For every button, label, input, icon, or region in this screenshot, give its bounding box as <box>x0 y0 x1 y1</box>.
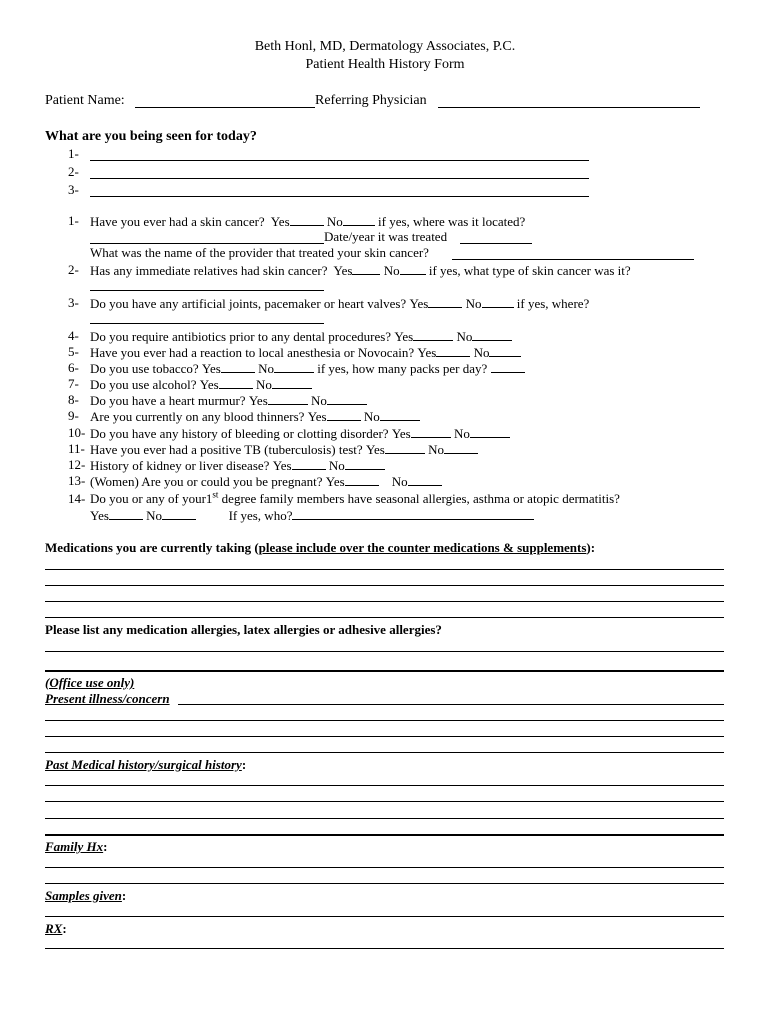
q13-no-label: No <box>391 474 408 489</box>
q9-no-label: No <box>363 409 380 424</box>
referring-physician-field[interactable] <box>438 107 700 108</box>
q13-yes-label: Yes <box>325 474 345 489</box>
q1-yes-label: Yes <box>270 214 290 229</box>
q1-provider-label: What was the name of the provider that treated your skin cancer? <box>90 245 429 260</box>
q5-no-label: No <box>473 345 490 360</box>
q10-yes-field[interactable] <box>411 425 451 438</box>
q6-packs-field[interactable] <box>491 360 525 373</box>
q3-followup: if yes, where? <box>516 296 590 311</box>
seen-today-num-1: 1- <box>68 146 79 161</box>
q2-followup: if yes, what type of skin cancer was it? <box>428 263 631 278</box>
q8-num: 8- <box>68 392 79 407</box>
q1-date-field[interactable] <box>460 243 532 244</box>
q2-yes-field[interactable] <box>352 262 380 275</box>
q4-yes-label: Yes <box>394 329 414 344</box>
q3-yes-label: Yes <box>409 296 429 311</box>
q1-provider-field[interactable] <box>452 259 694 260</box>
q1-location-field[interactable] <box>90 243 324 244</box>
q3-no-field[interactable] <box>482 295 514 308</box>
q6-followup: if yes, how many packs per day? <box>317 361 488 376</box>
q11-yes-field[interactable] <box>385 441 425 454</box>
q3-yes-field[interactable] <box>428 295 462 308</box>
q1-num: 1- <box>68 213 79 228</box>
q4-row <box>90 328 512 344</box>
q7-text: Do you use alcohol? <box>90 377 197 392</box>
q12-num: 12- <box>68 457 86 472</box>
past-history-line-4[interactable] <box>45 834 724 836</box>
q14-yes-label: Yes <box>90 508 109 523</box>
samples-label: Samples given <box>45 888 122 903</box>
medications-close: ): <box>586 540 596 555</box>
q8-yes-label: Yes <box>248 393 268 408</box>
family-hx-label: Family Hx <box>45 839 104 854</box>
q8-text: Do you have a heart murmur? <box>90 393 246 408</box>
q11-row <box>90 441 478 457</box>
rx-line-1[interactable] <box>45 948 724 949</box>
q11-yes-label: Yes <box>365 442 385 457</box>
past-history-label: Past Medical history/surgical history <box>45 757 242 772</box>
q6-num: 6- <box>68 360 79 375</box>
family-hx-line-1[interactable] <box>45 867 724 868</box>
office-use-header: (Office use only) <box>45 675 135 690</box>
medications-line-1[interactable] <box>45 569 724 570</box>
present-illness-line-3[interactable] <box>45 736 724 737</box>
form-title: Patient Health History Form <box>305 57 465 72</box>
medications-line-2[interactable] <box>45 585 724 586</box>
q11-num: 11- <box>68 441 85 456</box>
seen-today-heading: What are you being seen for today? <box>45 129 257 144</box>
allergies-line-1[interactable] <box>45 651 724 652</box>
q14-no-label: No <box>146 508 163 523</box>
q4-num: 4- <box>68 328 79 343</box>
q9-no-field[interactable] <box>380 408 420 421</box>
rx-label: RX <box>45 921 63 936</box>
q2-num: 2- <box>68 262 79 277</box>
patient-name-field[interactable] <box>135 107 315 108</box>
q9-yes-field[interactable] <box>327 408 361 421</box>
q6-row <box>90 360 525 376</box>
q6-no-field[interactable] <box>274 360 314 373</box>
q5-text: Have you ever had a reaction to local anesthesia or Novocain? <box>90 345 415 360</box>
practice-name: Beth Honl, MD, Dermatology Associates, P.C. <box>254 39 516 54</box>
q14-yes-field[interactable] <box>109 507 143 520</box>
q1-no-label: No <box>326 214 343 229</box>
q2-text: Has any immediate relatives had skin cancer? <box>90 263 328 278</box>
seen-today-field-2[interactable] <box>90 178 589 179</box>
q5-yes-label: Yes <box>417 345 437 360</box>
q8-no-field[interactable] <box>327 392 367 405</box>
q7-no-field[interactable] <box>272 376 312 389</box>
samples-line-1[interactable] <box>45 916 724 917</box>
q14-answer-row <box>90 507 534 523</box>
q12-text: History of kidney or liver disease? <box>90 458 270 473</box>
q13-num: 13- <box>68 473 86 488</box>
q13-no-field[interactable] <box>408 473 442 486</box>
q10-no-field[interactable] <box>470 425 510 438</box>
past-history-line-1[interactable] <box>45 785 724 786</box>
q7-num: 7- <box>68 376 79 391</box>
q6-yes-label: Yes <box>201 361 221 376</box>
q3-text: Do you have any artificial joints, pacemaker or heart valves? <box>90 296 407 311</box>
q5-row <box>90 344 521 360</box>
q10-yes-label: Yes <box>391 426 411 441</box>
past-history-line-2[interactable] <box>45 801 724 802</box>
q1-no-field[interactable] <box>343 213 375 226</box>
q5-no-field[interactable] <box>489 344 521 357</box>
q7-row <box>90 376 312 392</box>
q3-no-label: No <box>465 296 482 311</box>
q14-followup: If yes, who? <box>228 508 293 523</box>
q3-num: 3- <box>68 295 79 310</box>
q9-row <box>90 408 420 424</box>
q1-row <box>90 213 525 229</box>
q10-row <box>90 425 510 441</box>
q7-yes-field[interactable] <box>219 376 253 389</box>
q14-no-field[interactable] <box>162 507 196 520</box>
seen-today-field-1[interactable] <box>90 160 589 161</box>
q9-yes-label: Yes <box>307 409 327 424</box>
samples-row <box>45 888 126 903</box>
q1-text: Have you ever had a skin cancer? <box>90 214 265 229</box>
q14-row <box>90 491 620 506</box>
past-history-row <box>45 757 246 772</box>
present-illness-field[interactable] <box>178 704 724 705</box>
q1-date-label: Date/year it was treated <box>324 229 448 244</box>
q12-no-field[interactable] <box>345 457 385 470</box>
q13-row <box>90 473 442 489</box>
q2-yes-label: Yes <box>333 263 353 278</box>
q14-text-a: Do you or any of your1 <box>90 491 213 506</box>
q8-no-label: No <box>311 393 327 408</box>
family-hx-colon: : <box>103 839 108 854</box>
patient-name-label: Patient Name: <box>45 93 125 108</box>
allergies-label: Please list any medication allergies, latex allergies or adhesive allergies? <box>45 622 442 637</box>
past-history-colon: : <box>241 757 247 772</box>
referring-physician-label: Referring Physician <box>315 93 427 108</box>
q10-text: Do you have any history of bleeding or clotting disorder? <box>90 426 389 441</box>
present-illness-line-2[interactable] <box>45 720 724 721</box>
q4-no-field[interactable] <box>472 328 512 341</box>
q9-text: Are you currently on any blood thinners? <box>90 409 305 424</box>
q11-text: Have you ever had a positive TB (tuberculosis) test? <box>90 442 363 457</box>
rx-row <box>45 921 67 936</box>
q1-followup: if yes, where was it located? <box>378 214 526 229</box>
q12-yes-label: Yes <box>272 458 292 473</box>
q1-yes-field[interactable] <box>290 213 324 226</box>
q4-yes-field[interactable] <box>413 328 453 341</box>
present-illness-label: Present illness/concern <box>45 691 170 706</box>
q2-type-field[interactable] <box>90 290 324 291</box>
seen-today-num-3: 3- <box>68 182 79 197</box>
q14-text-b: degree family members have seasonal allergies, asthma or atopic dermatitis? <box>218 491 620 506</box>
q5-num: 5- <box>68 344 79 359</box>
rx-colon: : <box>62 921 67 936</box>
medications-line-3[interactable] <box>45 601 724 602</box>
q12-no-label: No <box>328 458 345 473</box>
q7-yes-label: Yes <box>199 377 219 392</box>
office-divider <box>45 670 724 672</box>
seen-today-num-2: 2- <box>68 164 79 179</box>
q10-no-label: No <box>454 426 470 441</box>
q4-no-label: No <box>456 329 473 344</box>
q8-yes-field[interactable] <box>268 392 308 405</box>
q11-no-label: No <box>428 442 444 457</box>
present-illness-line-4[interactable] <box>45 752 724 753</box>
medications-line-4[interactable] <box>45 617 724 618</box>
q4-text: Do you require antibiotics prior to any dental procedures? <box>90 329 392 344</box>
q10-num: 10- <box>68 425 86 440</box>
past-history-line-3[interactable] <box>45 818 724 819</box>
q2-no-label: No <box>383 263 400 278</box>
q12-yes-field[interactable] <box>292 457 326 470</box>
q3-where-field[interactable] <box>90 323 324 324</box>
q2-no-field[interactable] <box>400 262 426 275</box>
samples-colon: : <box>121 888 127 903</box>
q9-num: 9- <box>68 408 79 423</box>
q14-sup: st <box>212 489 219 500</box>
q14-who-field[interactable] <box>292 507 534 520</box>
q12-row <box>90 457 385 473</box>
q13-yes-field[interactable] <box>345 473 379 486</box>
medications-underlined: please include over the counter medications & supplements <box>258 540 587 555</box>
q14-num: 14- <box>68 491 86 506</box>
q6-yes-field[interactable] <box>221 360 255 373</box>
family-hx-row <box>45 839 107 854</box>
q5-yes-field[interactable] <box>436 344 470 357</box>
q3-row <box>90 295 589 311</box>
q13-text: (Women) Are you or could you be pregnant? <box>90 474 323 489</box>
family-hx-line-2[interactable] <box>45 883 724 884</box>
q2-row <box>90 262 631 278</box>
q8-row <box>90 392 367 408</box>
q11-no-field[interactable] <box>444 441 478 454</box>
q6-text: Do you use tobacco? <box>90 361 199 376</box>
medications-label-text: Medications you are currently taking ( <box>45 540 259 555</box>
medications-label <box>45 540 595 555</box>
q6-no-label: No <box>258 361 274 376</box>
q7-no-label: No <box>255 377 272 392</box>
seen-today-field-3[interactable] <box>90 196 589 197</box>
